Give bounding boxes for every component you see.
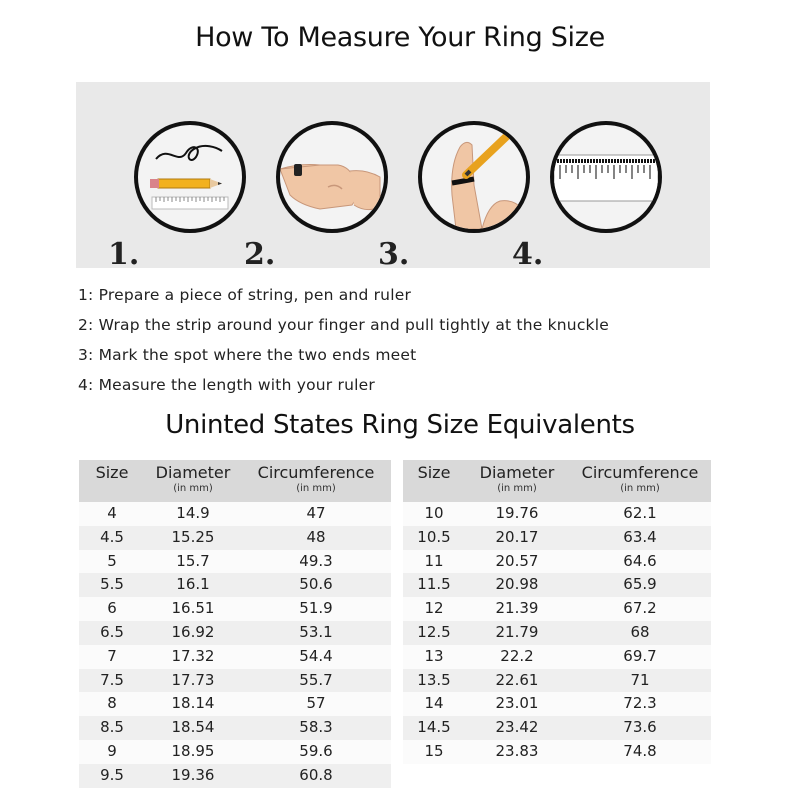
cell-size: 11 [424,551,444,570]
cell-size: 6.5 [100,622,124,641]
table-row [79,573,391,597]
cell-diameter: 17.73 [171,670,215,689]
step-2 [244,121,388,272]
instruction-item: 2: Wrap the strip around your finger and pull tightly at the knuckle [78,316,609,334]
cell-size: 10 [424,504,444,522]
table-row [403,692,711,716]
table-row [403,597,711,621]
cell-circumference: 74.8 [623,741,657,760]
cell-size: 5 [107,551,117,570]
cell-circumference: 62.1 [623,504,657,522]
cell-diameter: 17.32 [171,646,215,665]
cell-diameter: 15.25 [171,527,215,546]
cell-size: 13 [424,646,444,665]
ring-size-table-right [403,460,711,764]
cell-size: 4 [107,504,117,522]
table-title: Uninted States Ring Size Equivalents [165,410,635,440]
table-row [403,740,711,764]
cell-diameter: 16.1 [176,575,210,594]
cell-circumference: 58.3 [299,718,333,737]
cell-diameter: 18.54 [171,718,215,737]
cell-diameter: 16.51 [171,599,215,618]
cell-size: 10.5 [417,527,451,546]
step-number: 4. [512,237,544,272]
cell-diameter: 19.76 [495,504,539,522]
cell-circumference: 69.7 [623,646,657,665]
column-header-size: Size [95,463,129,482]
cell-circumference: 55.7 [299,670,333,689]
column-header-circumference: Circumference (in mm) [581,463,699,494]
step-4 [512,121,662,272]
ruler-measure-icon [550,121,662,233]
table-row [79,716,391,740]
cell-diameter: 14.9 [176,504,210,522]
cell-circumference: 71 [630,670,650,689]
step-number: 3. [378,237,410,272]
cell-size: 7 [107,646,117,665]
step-3 [378,121,530,272]
cell-circumference: 51.9 [299,599,333,618]
cell-diameter: 20.57 [495,551,539,570]
cell-diameter: 21.79 [495,622,539,641]
cell-circumference: 57 [306,694,326,713]
table-row [79,526,391,550]
cell-diameter: 15.7 [176,551,210,570]
wrap-finger-icon [276,121,388,233]
cell-circumference: 48 [306,527,326,546]
table-row [403,502,711,526]
table-row [403,716,711,740]
table-body [403,502,711,764]
cell-size: 12.5 [417,622,451,641]
table-row [79,740,391,764]
instruction-item: 1: Prepare a piece of string, pen and ruler [78,286,412,304]
column-header-size: Size [417,463,451,482]
ring-size-table-left [79,460,391,788]
steps-illustration-panel [76,82,710,272]
cell-circumference: 47 [306,504,326,522]
table-row [79,621,391,645]
cell-size: 15 [424,741,444,760]
cell-circumference: 67.2 [623,599,657,618]
cell-circumference: 49.3 [299,551,333,570]
cell-circumference: 64.6 [623,551,657,570]
cell-diameter: 22.2 [500,646,534,665]
table-row [79,597,391,621]
table-row [403,621,711,645]
step-number: 1. [108,237,140,272]
cell-size: 14 [424,694,444,713]
cell-size: 7.5 [100,670,124,689]
cell-diameter: 21.39 [495,599,539,618]
string-pen-ruler-icon [134,121,246,233]
table-row [79,669,391,693]
cell-circumference: 68 [630,622,650,641]
cell-diameter: 19.36 [171,765,215,784]
cell-diameter: 16.92 [171,622,215,641]
column-header-diameter: Diameter (in mm) [479,463,555,494]
column-header-diameter: Diameter (in mm) [155,463,231,494]
cell-size: 14.5 [417,718,451,737]
instruction-item: 4: Measure the length with your ruler [78,376,375,394]
table-header [79,460,391,502]
instructions-list [78,284,609,404]
step-1 [108,121,246,272]
table-row [403,669,711,693]
cell-circumference: 72.3 [623,694,657,713]
cell-circumference: 50.6 [299,575,333,594]
cell-size: 11.5 [417,575,451,594]
table-header [403,460,711,502]
mark-spot-icon [418,121,530,233]
cell-diameter: 18.95 [171,741,215,760]
cell-circumference: 53.1 [299,622,333,641]
table-body [79,502,391,788]
cell-circumference: 73.6 [623,718,657,737]
table-row [403,550,711,574]
table-row [79,645,391,669]
cell-circumference: 59.6 [299,741,333,760]
cell-diameter: 20.98 [495,575,539,594]
cell-size: 9.5 [100,765,124,784]
cell-diameter: 18.14 [171,694,215,713]
table-row [403,645,711,669]
step-number: 2. [244,237,276,272]
cell-size: 5.5 [100,575,124,594]
table-row [79,550,391,574]
table-row [79,764,391,788]
column-header-circumference: Circumference (in mm) [257,463,375,494]
cell-diameter: 23.01 [495,694,539,713]
cell-size: 8.5 [100,718,124,737]
cell-diameter: 20.17 [495,527,539,546]
cell-size: 13.5 [417,670,451,689]
cell-diameter: 22.61 [495,670,539,689]
cell-diameter: 23.42 [495,718,539,737]
table-row [79,692,391,716]
cell-size: 9 [107,741,117,760]
table-row [79,502,391,526]
page-title: How To Measure Your Ring Size [195,22,605,53]
cell-circumference: 65.9 [623,575,657,594]
cell-diameter: 23.83 [495,741,539,760]
cell-circumference: 54.4 [299,646,333,665]
instruction-item: 3: Mark the spot where the two ends meet [78,346,417,364]
cell-size: 8 [107,694,117,713]
cell-size: 6 [107,599,117,618]
cell-circumference: 63.4 [623,527,657,546]
cell-circumference: 60.8 [299,765,333,784]
table-row [403,526,711,550]
cell-size: 12 [424,599,444,618]
cell-size: 4.5 [100,527,124,546]
table-row [403,573,711,597]
